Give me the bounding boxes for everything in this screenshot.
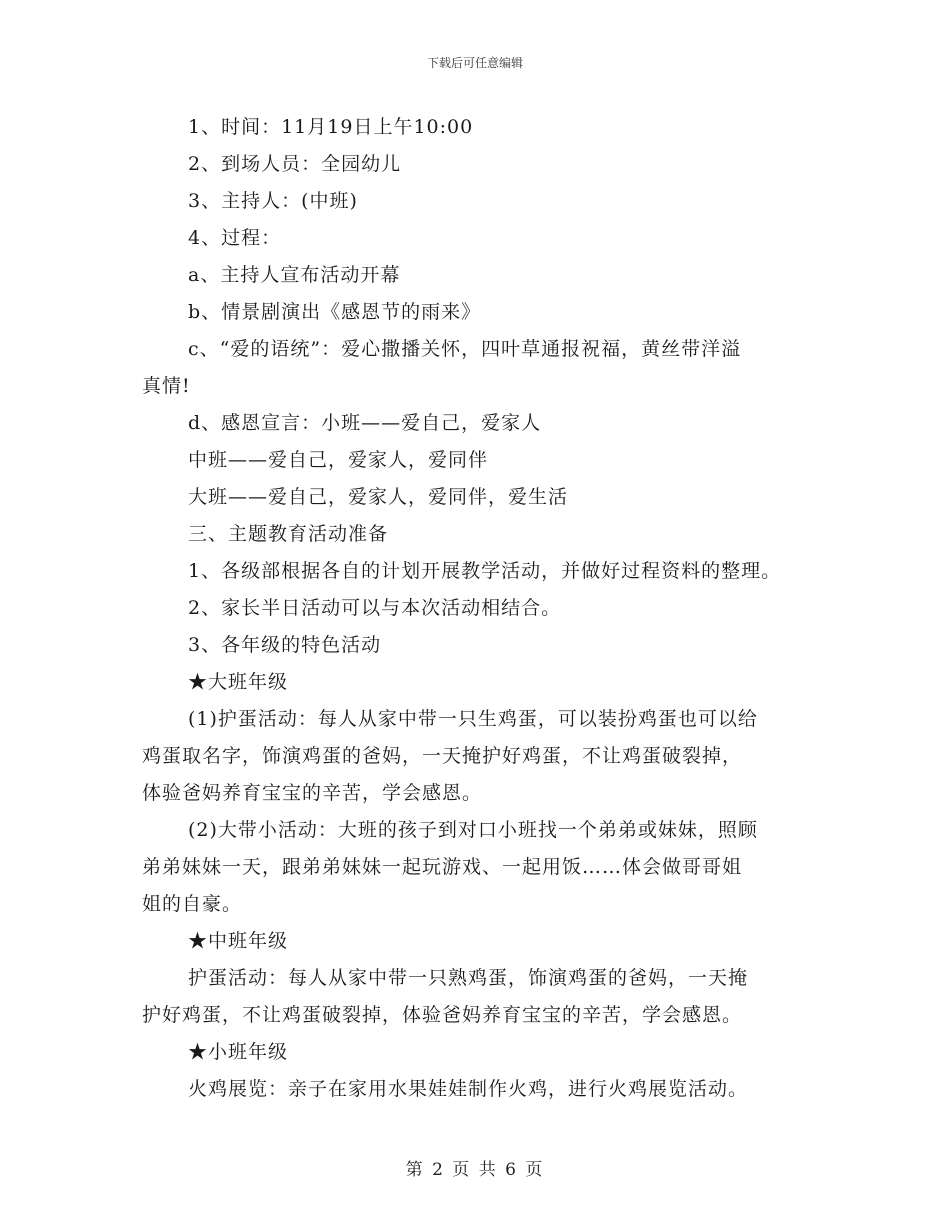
page-footer: 第 2 页 共 6 页 [405,1160,545,1180]
text-line: 大班——爱自己，爱家人，爱同伴，爱生活 [188,486,569,508]
text-line: 1、时间：11月19日上午10:00 [188,116,474,138]
text-line: 体验爸妈养育宝宝的辛苦，学会感恩。 [142,782,483,804]
text-line: d、感恩宣言：小班——爱自己，爱家人 [188,412,542,434]
text-line: 姐的自豪。 [142,893,243,915]
grade-heading: ★中班年级 [188,930,289,952]
text-line: 火鸡展览：亲子在家用水果娃娃制作火鸡，进行火鸡展览活动。 [188,1078,749,1100]
text-line: (1)护蛋活动：每人从家中带一只生鸡蛋，可以装扮鸡蛋也可以给 [188,708,758,730]
text-line: 弟弟妹妹一天，跟弟弟妹妹一起玩游戏、一起用饭……体会做哥哥姐 [142,856,743,878]
text-line: 中班——爱自己，爱家人，爱同伴 [188,449,489,471]
text-line: (2)大带小活动：大班的孩子到对口小班找一个弟弟或妹妹，照顾 [188,819,758,841]
text-line: 护蛋活动：每人从家中带一只熟鸡蛋，饰演鸡蛋的爸妈，一天掩 [188,967,749,989]
text-line: 真情! [142,375,191,397]
grade-heading: ★大班年级 [188,671,289,693]
text-line: 2、到场人员：全园幼儿 [188,153,402,175]
text-line: 护好鸡蛋，不让鸡蛋破裂掉，体验爸妈养育宝宝的辛苦，学会感恩。 [142,1004,743,1026]
document-body [142,109,822,1108]
text-line: 3、各年级的特色活动 [188,634,382,656]
section-heading: 三、主题教育活动准备 [188,523,389,545]
grade-heading: ★小班年级 [188,1041,289,1063]
text-line: 2、家长半日活动可以与本次活动相结合。 [188,597,562,619]
text-line: 鸡蛋取名字，饰演鸡蛋的爸妈，一天掩护好鸡蛋，不让鸡蛋破裂掉， [142,745,743,767]
page-header: 下载后可任意编辑 [426,56,523,70]
text-line: 1、各级部根据各自的计划开展教学活动，并做好过程资料的整理。 [188,560,782,582]
text-line: b、情景剧演出《感恩节的雨来》 [188,301,482,323]
text-line: a、主持人宣布活动开幕 [188,264,401,286]
text-line: 3、主持人：(中班) [188,190,358,212]
text-line: c、“爱的语统”：爱心撒播关怀，四叶草通报祝福，黄丝带洋溢 [188,338,742,360]
text-line: 4、过程： [188,227,282,249]
